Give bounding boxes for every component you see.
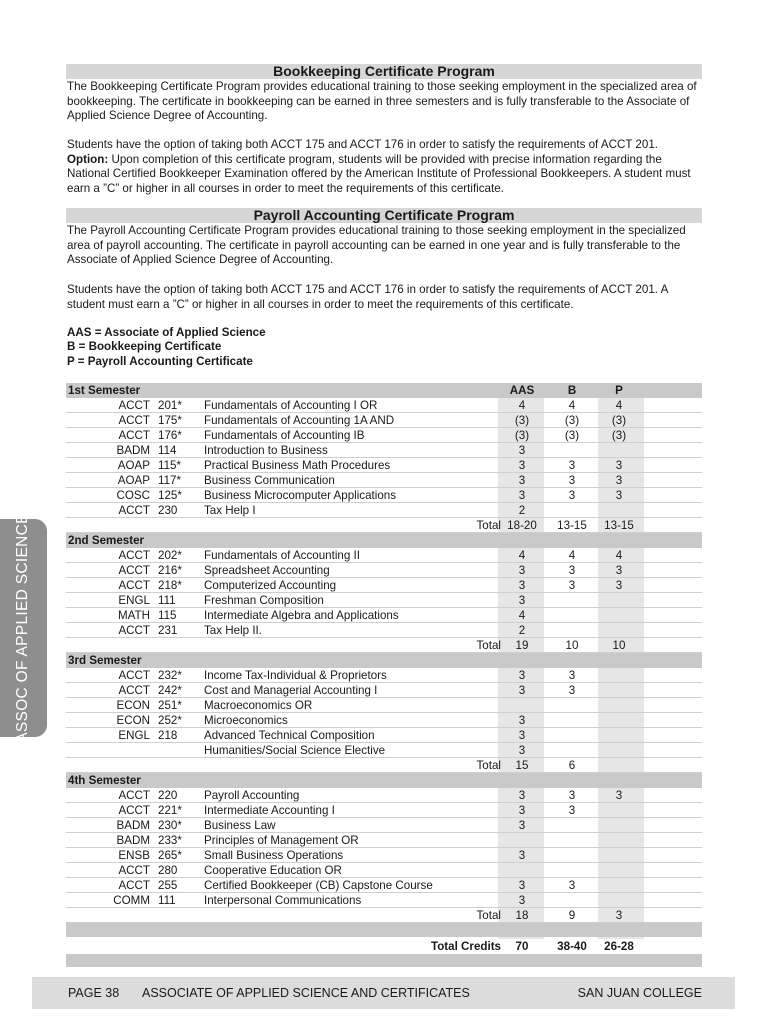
course-p-credits: 3 <box>615 489 623 502</box>
course-title: Macroeconomics OR <box>204 699 313 712</box>
course-dept: ACCT <box>118 879 150 892</box>
course-b-credits: 4 <box>568 399 576 412</box>
total-credits-aas: 70 <box>515 940 529 953</box>
semester-name: 3rd Semester <box>68 654 142 667</box>
legend <box>67 326 266 369</box>
total-credits-row <box>66 939 702 954</box>
semester-total-b: 6 <box>568 759 576 772</box>
course-number: 242* <box>158 684 182 697</box>
semester-total-aas: 19 <box>515 639 529 652</box>
semester-header <box>66 653 702 668</box>
course-dept: ACCT <box>118 804 150 817</box>
course-row <box>66 413 702 428</box>
course-number: 216* <box>158 564 182 577</box>
course-row <box>66 863 702 878</box>
course-title: Income Tax-Individual & Proprietors <box>204 669 387 682</box>
course-title: Fundamentals of Accounting 1A AND <box>204 414 395 427</box>
course-aas-credits: 3 <box>518 684 526 697</box>
course-dept: ACCT <box>118 549 150 562</box>
semester-total-b: 10 <box>565 639 579 652</box>
semester-total-aas: 15 <box>515 759 529 772</box>
semester-total-b: 13-15 <box>557 519 587 532</box>
course-title: Intermediate Algebra and Applications <box>204 609 399 622</box>
semester-total-label: Total <box>476 639 501 652</box>
semester-total-aas: 18 <box>515 909 529 922</box>
course-dept: ACCT <box>118 564 150 577</box>
course-title: Fundamentals of Accounting I OR <box>204 399 378 412</box>
semester-name: 4th Semester <box>68 774 141 787</box>
course-aas-credits: 4 <box>518 399 526 412</box>
course-row <box>66 428 702 443</box>
legend-p: P = Payroll Accounting Certificate <box>67 354 253 368</box>
course-number: 176* <box>158 429 182 442</box>
course-row <box>66 548 702 563</box>
bookkeeping-title: Bookkeeping Certificate Program <box>66 64 702 79</box>
course-dept: ENGL <box>118 729 150 742</box>
course-p-credits: 3 <box>615 579 623 592</box>
footer-page-number: PAGE 38 <box>68 986 120 1000</box>
course-number: 280 <box>158 864 178 877</box>
legend-aas: AAS = Associate of Applied Science <box>67 326 266 339</box>
bookkeeping-intro: The Bookkeeping Certificate Program provides educational training to those seeking employment in the specialized area of bookkeeping. The certificate in bookkeeping can be earned in three semesters and is fully transferable to the Associate of Applied Science Degree of Accounting. <box>67 80 697 123</box>
course-title: Tax Help I <box>204 504 256 517</box>
course-dept: ENGL <box>118 594 150 607</box>
course-aas-credits: 3 <box>518 804 526 817</box>
course-p-credits: (3) <box>611 429 627 442</box>
course-row <box>66 593 702 608</box>
course-row <box>66 728 702 743</box>
course-dept: ACCT <box>118 624 150 637</box>
footer-section: ASSOCIATE OF APPLIED SCIENCE AND CERTIFICATES <box>142 986 470 1000</box>
course-aas-credits: 3 <box>518 849 526 862</box>
course-dept: ACCT <box>118 429 150 442</box>
course-dept: ACCT <box>118 399 150 412</box>
bookkeeping-acct-note: Students have the option of taking both ACCT 175 and ACCT 176 in order to satisfy the requirements of ACCT 201. <box>67 138 658 151</box>
course-number: 117* <box>158 474 181 487</box>
course-aas-credits: 3 <box>518 579 526 592</box>
semester-total-label: Total <box>476 759 501 772</box>
course-row <box>66 503 702 518</box>
course-row <box>66 488 702 503</box>
semester-total-row <box>66 518 702 533</box>
semester-total-row <box>66 638 702 653</box>
column-header-aas: AAS <box>509 384 535 397</box>
course-row <box>66 848 702 863</box>
course-dept: ACCT <box>118 669 150 682</box>
course-row <box>66 893 702 908</box>
course-dept: AOAP <box>117 474 150 487</box>
course-aas-credits: 3 <box>518 819 526 832</box>
course-number: 233* <box>158 834 182 847</box>
course-table <box>66 383 702 923</box>
course-b-credits: 3 <box>568 804 576 817</box>
course-number: 111 <box>158 894 176 907</box>
course-number: 220 <box>158 789 178 802</box>
course-dept: BADM <box>116 819 150 832</box>
semester-total-b: 9 <box>568 909 576 922</box>
semester-total-p: 3 <box>615 909 623 922</box>
side-tab-label: ASSOC OF APPLIED SCIENCE <box>14 513 31 743</box>
course-dept: BADM <box>116 444 150 457</box>
course-number: 218 <box>158 729 178 742</box>
course-title: Business Law <box>204 819 276 832</box>
course-number: 265* <box>158 849 182 862</box>
course-number: 201* <box>158 399 182 412</box>
course-number: 232* <box>158 669 182 682</box>
course-number: 175* <box>158 414 182 427</box>
course-row <box>66 878 702 893</box>
total-credits-label: Total Credits <box>431 940 501 953</box>
course-dept: ACCT <box>118 414 150 427</box>
course-aas-credits: 4 <box>518 549 526 562</box>
total-credits-b: 38-40 <box>557 940 587 953</box>
course-aas-credits: 3 <box>518 444 526 457</box>
semester-total-aas: 18-20 <box>507 519 537 532</box>
course-aas-credits: 2 <box>518 504 526 517</box>
course-title: Business Communication <box>204 474 335 487</box>
course-row <box>66 563 702 578</box>
course-row <box>66 623 702 638</box>
course-dept: ECON <box>116 714 150 727</box>
course-b-credits: 3 <box>568 879 576 892</box>
course-b-credits: 3 <box>568 474 576 487</box>
course-aas-credits: 3 <box>518 489 526 502</box>
course-number: 230* <box>158 819 182 832</box>
course-b-credits: (3) <box>564 414 580 427</box>
course-row <box>66 608 702 623</box>
course-row <box>66 473 702 488</box>
course-row <box>66 833 702 848</box>
table-separator <box>66 923 702 937</box>
course-title: Practical Business Math Procedures <box>204 459 391 472</box>
course-row <box>66 788 702 803</box>
course-title: Advanced Technical Composition <box>204 729 375 742</box>
course-title: Cooperative Education OR <box>204 864 342 877</box>
payroll-intro: The Payroll Accounting Certificate Program provides educational training to those seeking employment in the specialized area of payroll accounting. The certificate in payroll accounting can be earned in one year and is fully transferable to the Associate of Applied Science Degree of Accounting. <box>67 224 686 267</box>
course-dept: COMM <box>113 894 150 907</box>
table-bottom-band <box>66 954 702 967</box>
course-number: 218* <box>158 579 182 592</box>
course-title: Payroll Accounting <box>204 789 300 802</box>
course-p-credits: (3) <box>611 414 627 427</box>
column-header-p: P <box>615 384 623 397</box>
course-b-credits: 3 <box>568 564 576 577</box>
course-row <box>66 578 702 593</box>
course-title: Freshman Composition <box>204 594 324 607</box>
course-b-credits: 3 <box>568 669 576 682</box>
course-number: 231 <box>158 624 178 637</box>
course-number: 115* <box>158 459 181 472</box>
course-title: Principles of Management OR <box>204 834 359 847</box>
course-title: Business Microcomputer Applications <box>204 489 397 502</box>
course-number: 252* <box>158 714 182 727</box>
payroll-requirements: Students have the option of taking both ACCT 175 and ACCT 176 in order to satisfy the requirements of ACCT 201. A student must earn a ”C” or higher in all courses in order to meet the requirements of this certificate. <box>67 283 668 311</box>
course-row <box>66 683 702 698</box>
course-number: 111 <box>158 594 176 607</box>
course-number: 255 <box>158 879 178 892</box>
course-aas-credits: 3 <box>518 744 526 757</box>
course-aas-credits: 3 <box>518 669 526 682</box>
course-row <box>66 803 702 818</box>
payroll-title: Payroll Accounting Certificate Program <box>66 208 702 223</box>
course-aas-credits: (3) <box>514 414 530 427</box>
course-b-credits: 3 <box>568 459 576 472</box>
course-title: Certified Bookkeeper (CB) Capstone Course <box>204 879 433 892</box>
course-p-credits: 4 <box>615 399 623 412</box>
course-number: 114 <box>158 444 177 457</box>
course-row <box>66 398 702 413</box>
course-title: Spreadsheet Accounting <box>204 564 330 577</box>
course-title: Fundamentals of Accounting II <box>204 549 360 562</box>
total-credits-p: 26-28 <box>604 940 634 953</box>
course-row <box>66 443 702 458</box>
course-dept: ACCT <box>118 789 150 802</box>
course-aas-credits: 3 <box>518 789 526 802</box>
course-aas-credits: 3 <box>518 894 526 907</box>
course-number: 202* <box>158 549 182 562</box>
course-row <box>66 668 702 683</box>
semester-header <box>66 773 702 788</box>
course-row <box>66 743 702 758</box>
semester-total-row <box>66 758 702 773</box>
course-dept: AOAP <box>117 459 150 472</box>
course-b-credits: 3 <box>568 684 576 697</box>
course-title: Introduction to Business <box>204 444 328 457</box>
course-title: Humanities/Social Science Elective <box>204 744 386 757</box>
course-number: 230 <box>158 504 178 517</box>
course-b-credits: 4 <box>568 549 576 562</box>
course-b-credits: 3 <box>568 489 576 502</box>
semester-total-label: Total <box>476 519 501 532</box>
course-dept: ACCT <box>118 504 150 517</box>
semester-total-p: 13-15 <box>604 519 634 532</box>
course-aas-credits: 2 <box>518 624 526 637</box>
course-dept: MATH <box>118 609 150 622</box>
semester-header <box>66 383 702 398</box>
semester-header <box>66 533 702 548</box>
course-title: Computerized Accounting <box>204 579 337 592</box>
semester-name: 1st Semester <box>68 384 141 397</box>
course-b-credits: 3 <box>568 789 576 802</box>
semester-total-label: Total <box>476 909 501 922</box>
page-footer <box>32 977 735 1009</box>
course-aas-credits: 3 <box>518 594 526 607</box>
course-title: Microeconomics <box>204 714 288 727</box>
semester-total-p: 10 <box>612 639 626 652</box>
course-number: 125* <box>158 489 182 502</box>
course-aas-credits: 3 <box>518 459 526 472</box>
course-aas-credits: 3 <box>518 474 526 487</box>
course-aas-credits: 4 <box>518 609 526 622</box>
course-row <box>66 818 702 833</box>
course-title: Intermediate Accounting I <box>204 804 335 817</box>
option-label: Option: <box>67 152 109 166</box>
course-title: Interpersonal Communications <box>204 894 362 907</box>
course-aas-credits: (3) <box>514 429 530 442</box>
legend-b: B = Bookkeeping Certificate <box>67 340 222 354</box>
course-b-credits: (3) <box>564 429 580 442</box>
course-dept: COSC <box>116 489 150 502</box>
course-aas-credits: 3 <box>518 564 526 577</box>
footer-school: SAN JUAN COLLEGE <box>577 986 702 1000</box>
course-p-credits: 3 <box>615 564 623 577</box>
course-number: 251* <box>158 699 182 712</box>
course-b-credits: 3 <box>568 579 576 592</box>
course-aas-credits: 3 <box>518 729 526 742</box>
course-aas-credits: 3 <box>518 879 526 892</box>
bookkeeping-option-text: Upon completion of this certificate program, students will be provided with precise information regarding the National Certified Bookkeeper Examination offered by the American Institute of Professional Bookkeepers. A student must earn a ”C” or higher in all courses in order to meet the requirements of this certificate. <box>67 152 691 195</box>
course-dept: ACCT <box>118 864 150 877</box>
course-row <box>66 458 702 473</box>
course-dept: ECON <box>116 699 150 712</box>
course-row <box>66 713 702 728</box>
course-dept: ENSB <box>118 849 150 862</box>
course-title: Tax Help II. <box>204 624 262 637</box>
course-p-credits: 4 <box>615 549 623 562</box>
course-number: 221* <box>158 804 182 817</box>
semester-name: 2nd Semester <box>68 534 145 547</box>
course-aas-credits: 3 <box>518 714 526 727</box>
semester-total-row <box>66 908 702 923</box>
column-header-b: B <box>567 384 577 397</box>
course-p-credits: 3 <box>615 789 623 802</box>
course-number: 115 <box>158 609 177 622</box>
course-p-credits: 3 <box>615 459 623 472</box>
course-title: Cost and Managerial Accounting I <box>204 684 378 697</box>
course-dept: ACCT <box>118 579 150 592</box>
course-title: Small Business Operations <box>204 849 344 862</box>
course-dept: BADM <box>116 834 150 847</box>
course-dept: ACCT <box>118 684 150 697</box>
course-p-credits: 3 <box>615 474 623 487</box>
bookkeeping-option-paragraph <box>67 138 702 196</box>
course-title: Fundamentals of Accounting IB <box>204 429 365 442</box>
course-row <box>66 698 702 713</box>
